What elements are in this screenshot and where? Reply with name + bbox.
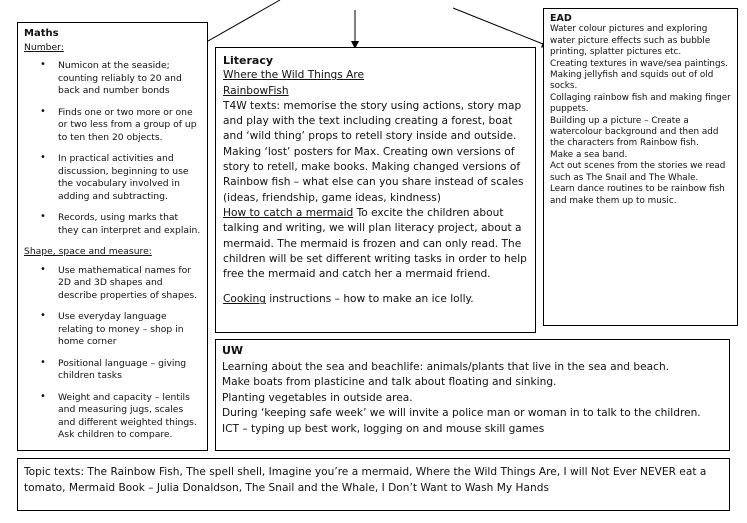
mermaid-text: To excite the children about talking and writing, we will plan literacy project, about a mermaid. The mermaid is frozen and can only read. The children will be set different writing tasks in order to help free the mermaid and catch her a mermaid friend. bbox=[223, 206, 527, 281]
uw-title: UW bbox=[222, 344, 244, 357]
topic-texts: Topic texts: The Rainbow Fish, The spell shell, Imagine you’re a mermaid, Where the Wild Things Are, I will Not Ever NEVER eat a tomato, Mermaid Book – Julia Donaldson, The Snail and the Whale, I Don’t Want to Wash My Hands bbox=[24, 466, 707, 494]
list-item: • Weight and capacity – lentils and measuring jugs, scales and different weighted things. Ask children to compare. bbox=[58, 392, 201, 442]
ead-line: Making jellyfish and squids out of old socks. bbox=[550, 70, 714, 92]
ead-line: Water colour pictures and exploring water picture effects such as bubble printing, splatter pictures etc. bbox=[550, 24, 711, 58]
ead-title: EAD bbox=[550, 13, 572, 24]
uw-line: Planting vegetables in outside area. bbox=[222, 391, 413, 404]
literacy-box bbox=[215, 47, 536, 333]
ead-line: Make a sea band. bbox=[550, 149, 628, 160]
shape-heading: Shape, space and measure: bbox=[24, 246, 152, 257]
uw-box bbox=[215, 339, 730, 451]
uw-line: Make boats from plasticine and talk about floating and sinking. bbox=[222, 376, 557, 388]
list-item: • Use mathematical names for 2D and 3D shapes and describe properties of shapes. bbox=[58, 265, 201, 303]
book-title-wild-things: Where the Wild Things Are bbox=[223, 69, 365, 82]
list-item: • Use everyday language relating to money – shop in home corner bbox=[58, 311, 201, 349]
uw-line: ICT – typing up best work, logging on and mouse skill games bbox=[222, 422, 545, 435]
number-list bbox=[58, 60, 201, 237]
list-item: • Finds one or two more or one or two less from a group of up to ten then 20 objects. bbox=[58, 107, 201, 145]
ead-line: Learn dance routines to be rainbow fish and make them up to music. bbox=[550, 184, 725, 206]
list-item: • Records, using marks that they can interpret and explain. bbox=[58, 212, 201, 237]
cooking-paragraph bbox=[223, 292, 528, 307]
arrow-to-ead bbox=[453, 8, 548, 46]
ead-line: Building up a picture – Create a watercolour background and then add the characters from Rainbow fish. bbox=[550, 115, 719, 149]
mermaid-paragraph bbox=[223, 206, 528, 282]
book-title-rainbow-fish: RainbowFish bbox=[223, 84, 289, 97]
mermaid-heading: How to catch a mermaid bbox=[223, 206, 354, 219]
list-item: • Positional language – giving children tasks bbox=[58, 358, 201, 383]
literacy-title: Literacy bbox=[223, 54, 274, 67]
ead-line: Collaging rainbow fish and making finger puppets. bbox=[550, 92, 731, 115]
cooking-heading: Cooking bbox=[223, 293, 266, 306]
ead-line: Act out scenes from the stories we read such as The Snail and The Whale. bbox=[550, 161, 726, 183]
ead-box bbox=[543, 8, 738, 326]
shape-list bbox=[58, 265, 201, 442]
number-heading: Number: bbox=[24, 41, 64, 53]
t4w-text: T4W texts: memorise the story using actions, story map and play with the text including creating a forest, boat and ‘wild thing’ props to retell story inside and outside. Making ‘lost’ posters for Max. Creating own versions of story to retell, make books. Making changed versions of Rainbow fish – what else can you share instead of scales (ideas, friendship, game ideas, kindness) bbox=[223, 99, 524, 204]
uw-line: Learning about the sea and beachlife: animals/plants that live in the sea and beach. bbox=[222, 360, 670, 373]
uw-line: During ‘keeping safe week’ we will invite a police man or woman in to talk to the children. bbox=[222, 407, 701, 419]
cooking-text: instructions – how to make an ice lolly. bbox=[265, 293, 474, 306]
topic-texts-box bbox=[17, 458, 730, 511]
ead-line: Creating textures in wave/sea paintings. bbox=[550, 58, 728, 69]
maths-title: Maths bbox=[24, 28, 59, 39]
list-item: • Numicon at the seaside; counting reliably to 20 and back and number bonds bbox=[58, 60, 201, 98]
maths-box bbox=[17, 22, 208, 451]
list-item: • In practical activities and discussion, beginning to use the vocabulary involved in adding and subtracting. bbox=[58, 153, 201, 203]
